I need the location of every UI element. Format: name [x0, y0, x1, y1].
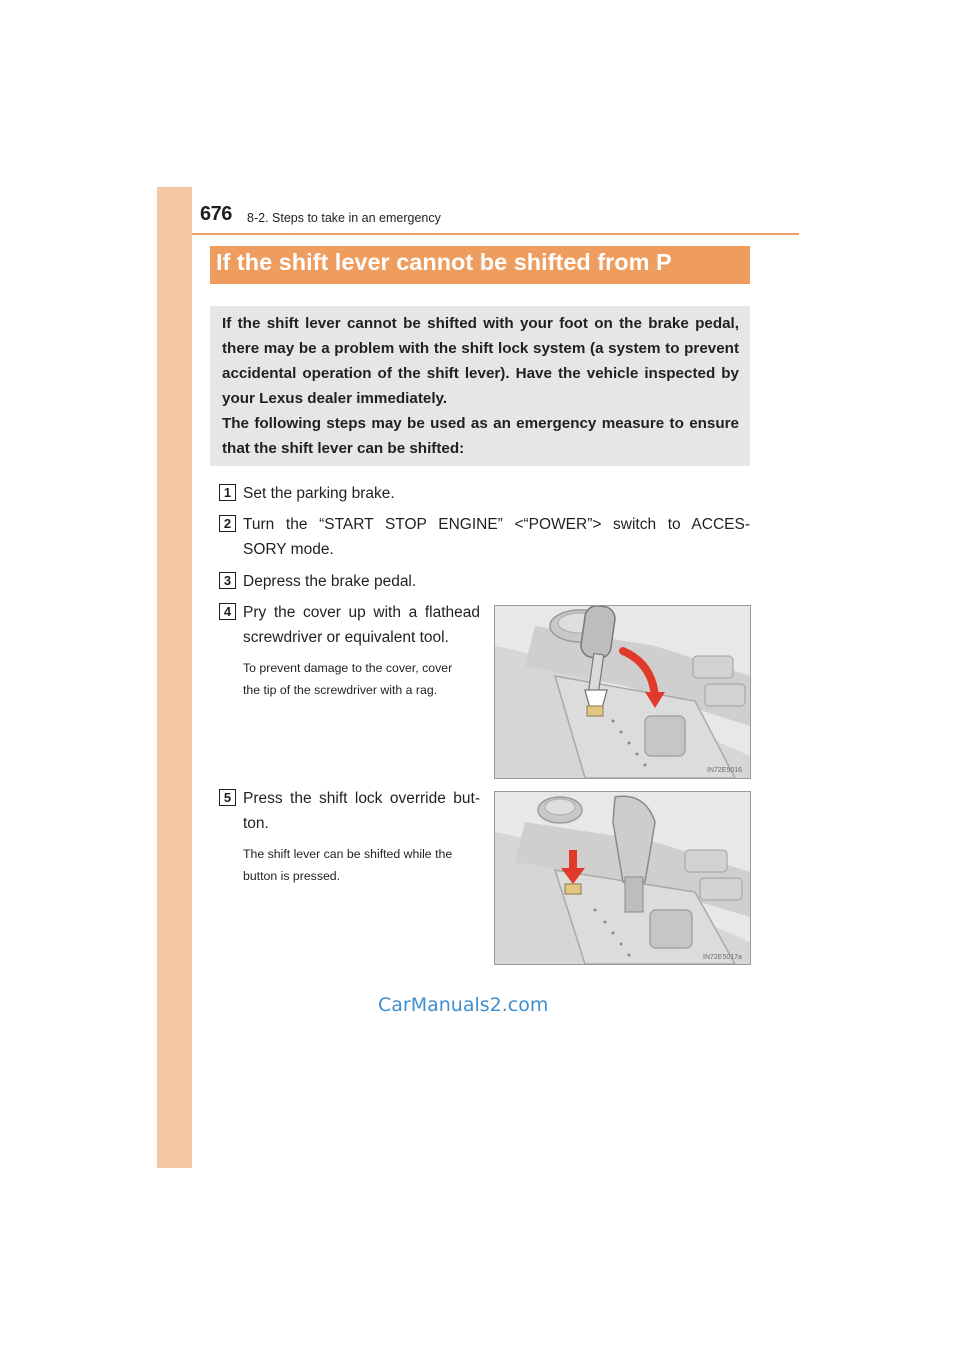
header-rule: [192, 233, 799, 235]
step-text-2-continued: SORY mode.: [243, 541, 334, 558]
step-note-4-continued: the tip of the screwdriver with a rag.: [243, 683, 438, 697]
step-text-5-continued: ton.: [243, 815, 269, 832]
page-title: If the shift lever cannot be shifted from P: [216, 249, 672, 275]
override-button-illustration: [494, 791, 751, 965]
step-number-1: 1: [219, 484, 236, 501]
side-tab-strip: [157, 187, 192, 1168]
step-text-3: Depress the brake pedal.: [243, 573, 417, 590]
figure-code: IN72E5017a: [703, 954, 742, 961]
step-note-5: The shift lever can be shifted while the: [243, 847, 453, 861]
step-note-5-continued: button is pressed.: [243, 869, 341, 883]
step-note-4: To prevent damage to the cover, cover: [243, 661, 453, 675]
intro-paragraph: The following steps may be used as an emergency measure to ensure that the shift lever can be shifted:: [222, 415, 739, 457]
step-text-4: Pry the cover up with a flathead: [243, 604, 480, 621]
step-text-1: Set the parking brake.: [243, 485, 395, 502]
intro-paragraph: If the shift lever cannot be shifted with your foot on the brake pedal, there may be a problem with the shift lock system (a system to prevent accidental operation of the shift lever). Have the vehicle inspected by your Lexus dealer immediately.: [222, 315, 739, 407]
step-number-3: 3: [219, 572, 236, 589]
intro-box: [210, 306, 750, 466]
step-number-2: 2: [219, 515, 236, 532]
step-text-5: Press the shift lock override but-: [243, 790, 480, 807]
step-number-4: 4: [219, 603, 236, 620]
step-number-5: 5: [219, 789, 236, 806]
figure-code: IN72E5016: [707, 767, 743, 774]
intro-text: [222, 311, 739, 461]
step-text-4-continued: screwdriver or equivalent tool.: [243, 629, 449, 646]
step-text-2: Turn the “START STOP ENGINE” <“POWER”> switch to ACCES-: [243, 516, 750, 533]
section-heading: 8-2. Steps to take in an emergency: [247, 211, 441, 225]
page-number: 676: [200, 203, 232, 225]
watermark-link[interactable]: CarManuals2.com: [378, 994, 549, 1016]
screwdriver-pry-illustration: [494, 605, 751, 779]
title-banner: [210, 246, 750, 284]
